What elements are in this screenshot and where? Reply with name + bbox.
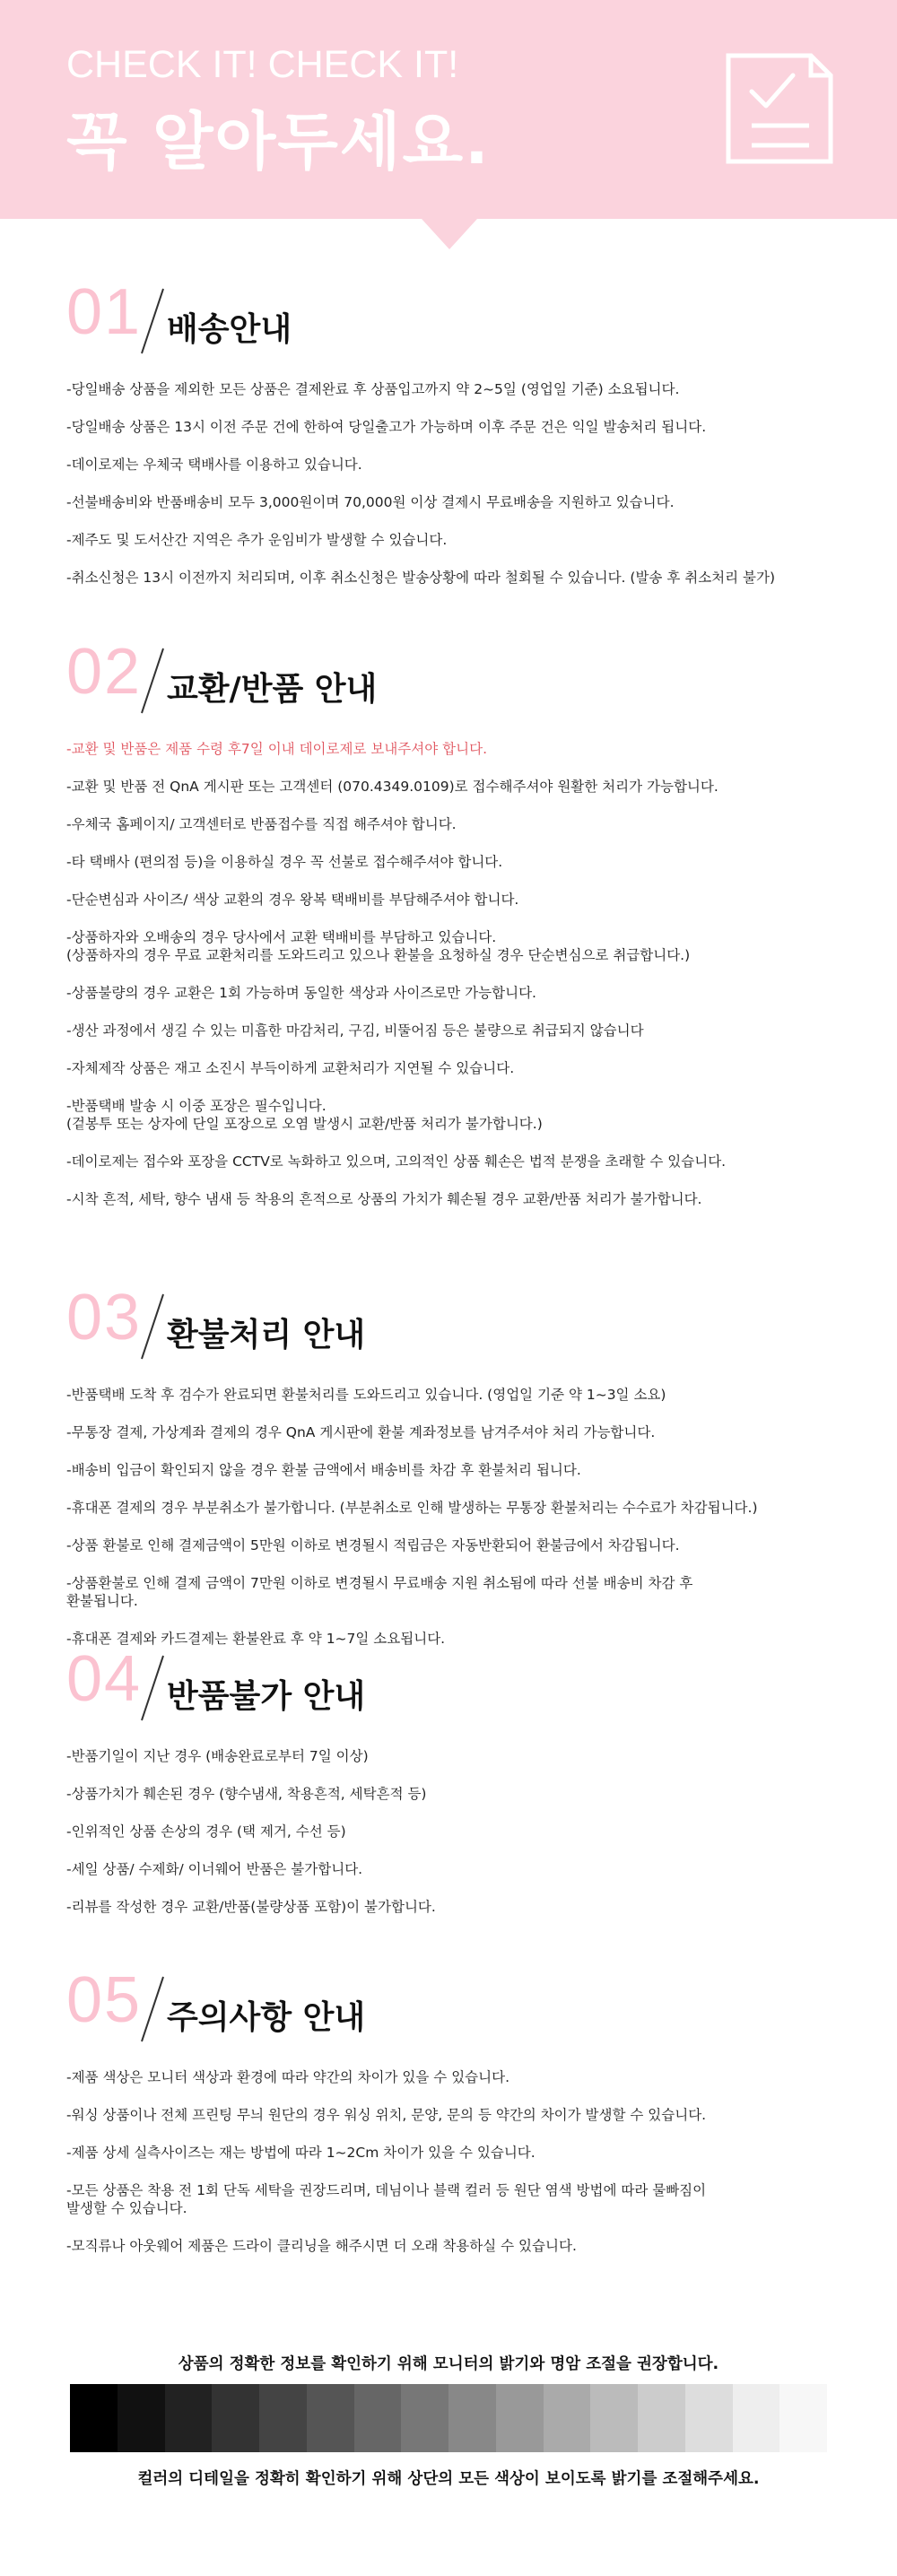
- slash-divider: [138, 287, 165, 355]
- section-heading: [66, 636, 856, 720]
- section-title: 반품불가 안내: [167, 1678, 366, 1715]
- slash-divider: [138, 647, 165, 715]
- gray-swatch: [638, 2384, 685, 2452]
- rule-item: -생산 과정에서 생길 수 있는 미흡한 마감처리, 구김, 비뚤어짐 등은 불량으로 취급되지 않습니다: [66, 1023, 644, 1039]
- section-title: 주의사항 안내: [167, 1999, 366, 2036]
- section-five: [66, 1964, 856, 2275]
- gray-swatch: [354, 2384, 402, 2452]
- rule-item: -제주도 및 도서산간 지역은 추가 운임비가 발생할 수 있습니다.: [66, 532, 448, 548]
- rule-item: -취소신청은 13시 이전까지 처리되며, 이후 취소신청은 발송상황에 따라 철회될 수 있습니다. (발송 후 취소처리 불가): [66, 570, 776, 586]
- rule-list: [66, 1747, 856, 1916]
- rule-item: -상품환불로 인해 결제 금액이 7만원 이하로 변경될시 무료배송 지원 취소됨에 따라 선불 배송비 차감 후 환불됩니다.: [66, 1575, 693, 1609]
- rule-item: -교환 및 반품 전 QnA 게시판 또는 고객센터 (070.4349.0109)로 접수해주셔야 원활한 처리가 가능합니다.: [66, 779, 718, 795]
- rule-item: -타 택배사 (편의점 등)을 이용하실 경우 꼭 선불로 접수해주셔야 합니다.: [66, 854, 503, 870]
- rule-item: -세일 상품/ 수제화/ 이너웨어 반품은 불가합니다.: [66, 1861, 363, 1877]
- rule-item: -상품가치가 훼손된 경우 (향수냄새, 착용흔적, 세탁흔적 등): [66, 1786, 427, 1802]
- rule-item: -상품 환불로 인해 결제금액이 5만원 이하로 변경될시 적립금은 자동반환되어 환불금에서 차감됩니다.: [66, 1537, 680, 1553]
- rule-list: [66, 1386, 856, 1648]
- rule-item: -휴대폰 결제와 카드결제는 환불완료 후 약 1~7일 소요됩니다.: [66, 1631, 446, 1647]
- highlighted-rule: -교환 및 반품은 제품 수령 후7일 이내 데이로제로 보내주셔야 합니다.: [66, 741, 487, 757]
- gray-swatch: [779, 2384, 827, 2452]
- monitor-brightness-note: 상품의 정확한 정보를 확인하기 위해 모니터의 밝기와 명암 조절을 권장합니다.: [178, 2355, 719, 2373]
- rule-item: -당일배송 상품은 13시 이전 주문 건에 한하여 당일출고가 가능하며 이후 주문 건은 익일 발송처리 됩니다.: [66, 419, 707, 435]
- rule-item: -반품기일이 지난 경우 (배송완료로부터 7일 이상): [66, 1748, 369, 1764]
- section-number: 03: [66, 1282, 143, 1353]
- gray-swatch: [165, 2384, 213, 2452]
- rule-list: [66, 2068, 856, 2255]
- slash-divider: [138, 1292, 165, 1361]
- rule-item: -데이로제는 접수와 포장을 CCTV로 녹화하고 있으며, 고의적인 상품 훼손은 법적 분쟁을 초래할 수 있습니다.: [66, 1153, 727, 1170]
- rule-item: -상품하자와 오배송의 경우 당사에서 교환 택배비를 부담하고 있습니다. (상품하자의 경우 무료 교환처리를 도와드리고 있으나 환불을 요청하실 경우 단순변심으로 취급합니다.): [66, 929, 691, 963]
- slash-divider: [138, 1975, 165, 2043]
- rule-list: [66, 740, 856, 1208]
- gray-swatch: [401, 2384, 448, 2452]
- gray-swatch: [685, 2384, 733, 2452]
- gray-swatch: [733, 2384, 780, 2452]
- rule-item: -반품택배 발송 시 이중 포장은 필수입니다. (겉봉투 또는 상자에 단일 포장으로 오염 발생시 교환/반품 처리가 불가합니다.): [66, 1098, 543, 1132]
- rule-item: -반품택배 도착 후 검수가 완료되면 환불처리를 도와드리고 있습니다. (영업일 기준 약 1~3일 소요): [66, 1387, 666, 1403]
- rule-item: -우체국 홈페이지/ 고객센터로 반품접수를 직접 해주셔야 합니다.: [66, 816, 457, 832]
- section-three: [66, 1282, 856, 1667]
- section-title: 환불처리 안내: [167, 1317, 366, 1353]
- section-heading: [66, 276, 856, 361]
- rule-item: -단순변심과 사이즈/ 색상 교환의 경우 왕복 택배비를 부담해주셔야 합니다.: [66, 892, 519, 908]
- section-two: [66, 636, 856, 1228]
- section-title: 교환/반품 안내: [167, 671, 378, 708]
- section-four: [66, 1643, 856, 1936]
- rule-item: -선불배송비와 반품배송비 모두 3,000원이며 70,000원 이상 결제시 무료배송을 지원하고 있습니다.: [66, 494, 675, 510]
- rule-item: -휴대폰 결제의 경우 부분취소가 불가합니다. (부분취소로 인해 발생하는 무통장 환불처리는 수수료가 차감됩니다.): [66, 1500, 758, 1516]
- rule-item: -모든 상품은 착용 전 1회 단독 세탁을 권장드리며, 데님이나 블랙 컬러 등 원단 염색 방법에 따라 물빠짐이 발생할 수 있습니다.: [66, 2182, 707, 2216]
- section-number: 05: [66, 1964, 143, 2036]
- color-detail-note: 컬러의 디테일을 정확히 확인하기 위해 상단의 모든 색상이 보이도록 밝기를 조절해주세요.: [137, 2470, 760, 2488]
- rule-item: -리뷰를 작성한 경우 교환/반품(불량상품 포함)이 불가합니다.: [66, 1899, 436, 1915]
- header-eyebrow: CHECK IT! CHECK IT!: [66, 43, 459, 86]
- section-title: 배송안내: [167, 311, 292, 348]
- gray-swatch: [307, 2384, 354, 2452]
- rule-item: -인위적인 상품 손상의 경우 (택 제거, 수선 등): [66, 1823, 346, 1840]
- rule-item: -시착 흔적, 세탁, 향수 냄새 등 착용의 흔적으로 상품의 가치가 훼손될 경우 교환/반품 처리가 불가합니다.: [66, 1191, 702, 1207]
- gray-swatch: [544, 2384, 591, 2452]
- gray-swatch: [212, 2384, 259, 2452]
- header-headline: 꼭 알아두세요.: [66, 105, 491, 178]
- header-notch: [422, 219, 477, 249]
- section-heading: [66, 1643, 856, 1727]
- rule-item: -자체제작 상품은 재고 소진시 부득이하게 교환처리가 지연될 수 있습니다.: [66, 1060, 515, 1076]
- header-banner: [0, 0, 897, 219]
- rule-item: -데이로제는 우체국 택배사를 이용하고 있습니다.: [66, 457, 362, 473]
- gray-swatch: [118, 2384, 165, 2452]
- section-number: 04: [66, 1643, 143, 1715]
- brightness-scale: [70, 2384, 827, 2452]
- rule-item: -제품 색상은 모니터 색상과 환경에 따라 약간의 차이가 있을 수 있습니다.: [66, 2069, 510, 2085]
- gray-swatch: [590, 2384, 638, 2452]
- slash-divider: [138, 1654, 165, 1722]
- rule-item: -모직류나 아웃웨어 제품은 드라이 클리닝을 해주시면 더 오래 착용하실 수 있습니다.: [66, 2238, 577, 2254]
- section-number: 01: [66, 276, 143, 348]
- checklist-icon: [723, 50, 836, 167]
- rule-item: -워싱 상품이나 전체 프린팅 무늬 원단의 경우 워싱 위치, 문양, 문의 등 약간의 차이가 발생할 수 있습니다.: [66, 2107, 707, 2123]
- rule-item: -제품 상세 실측사이즈는 재는 방법에 따라 1~2Cm 차이가 있을 수 있습니다.: [66, 2145, 536, 2161]
- gray-swatch: [259, 2384, 307, 2452]
- section-heading: [66, 1282, 856, 1366]
- section-heading: [66, 1964, 856, 2049]
- section-number: 02: [66, 636, 143, 708]
- gray-swatch: [496, 2384, 544, 2452]
- rule-item: -당일배송 상품을 제외한 모든 상품은 결제완료 후 상품입고까지 약 2~5일 (영업일 기준) 소요됩니다.: [66, 381, 680, 397]
- gray-swatch: [448, 2384, 496, 2452]
- rule-item: -무통장 결제, 가상계좌 결제의 경우 QnA 게시판에 환불 계좌정보를 남겨주셔야 처리 가능합니다.: [66, 1424, 656, 1440]
- rule-list: [66, 380, 856, 587]
- rule-item: -상품불량의 경우 교환은 1회 가능하며 동일한 색상과 사이즈로만 가능합니다.: [66, 985, 536, 1001]
- gray-swatch: [70, 2384, 118, 2452]
- section-one: [66, 276, 856, 606]
- rule-item: -배송비 입금이 확인되지 않을 경우 환불 금액에서 배송비를 차감 후 환불처리 됩니다.: [66, 1462, 581, 1478]
